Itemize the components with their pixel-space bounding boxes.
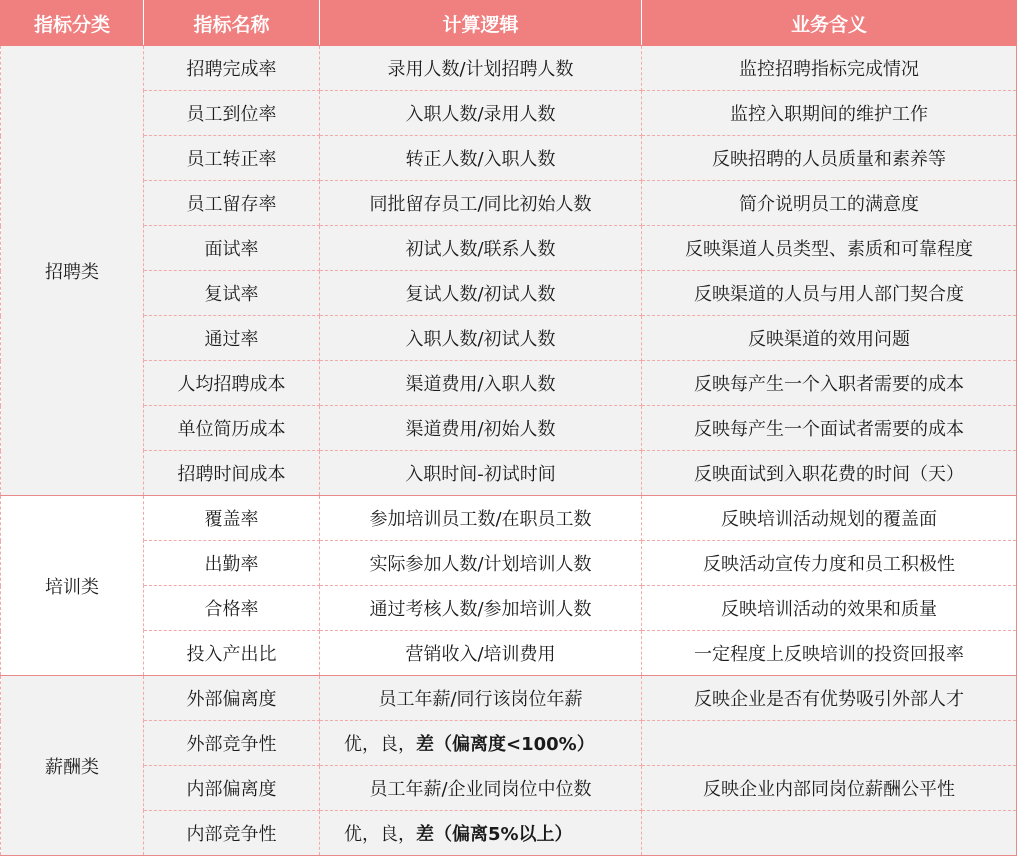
business-meaning: 反映渠道人员类型、素质和可靠程度	[642, 226, 1017, 271]
business-meaning: 一定程度上反映培训的投资回报率	[642, 631, 1017, 676]
metric-name: 复试率	[144, 271, 320, 316]
logic-plain-text: 优，良，	[344, 734, 416, 755]
calc-logic: 员工年薪/同行该岗位年薪	[320, 676, 642, 721]
header-business-meaning: 业务含义	[642, 1, 1017, 46]
table-row	[1, 496, 1017, 541]
metric-name: 合格率	[144, 586, 320, 631]
calc-logic: 员工年薪/企业同岗位中位数	[320, 766, 642, 811]
table-row	[1, 46, 1017, 91]
header-category: 指标分类	[1, 1, 144, 46]
metric-name: 内部偏离度	[144, 766, 320, 811]
header-calc-logic: 计算逻辑	[320, 1, 642, 46]
table-row	[1, 676, 1017, 721]
table-row	[1, 586, 1017, 631]
table-row	[1, 766, 1017, 811]
calc-logic: 渠道费用/初始人数	[320, 406, 642, 451]
business-meaning: 反映每产生一个入职者需要的成本	[642, 361, 1017, 406]
metric-name: 员工留存率	[144, 181, 320, 226]
business-meaning: 反映每产生一个面试者需要的成本	[642, 406, 1017, 451]
category-cell-training: 培训类	[1, 496, 144, 676]
metric-name: 员工到位率	[144, 91, 320, 136]
metric-name: 人均招聘成本	[144, 361, 320, 406]
logic-bold-text: 差（偏离5%以上）	[416, 824, 573, 845]
category-cell-recruitment: 招聘类	[1, 46, 144, 496]
metric-name: 覆盖率	[144, 496, 320, 541]
metric-name: 招聘时间成本	[144, 451, 320, 496]
business-meaning: 反映渠道的效用问题	[642, 316, 1017, 361]
business-meaning: 反映招聘的人员质量和素养等	[642, 136, 1017, 181]
calc-logic: 渠道费用/入职人数	[320, 361, 642, 406]
table-row	[1, 271, 1017, 316]
metric-name: 外部偏离度	[144, 676, 320, 721]
table-row	[1, 541, 1017, 586]
calc-logic: 营销收入/培训费用	[320, 631, 642, 676]
business-meaning: 反映企业内部同岗位薪酬公平性	[642, 766, 1017, 811]
calc-logic: 录用人数/计划招聘人数	[320, 46, 642, 91]
calc-logic	[320, 811, 642, 856]
calc-logic: 同批留存员工/同比初始人数	[320, 181, 642, 226]
header-metric-name: 指标名称	[144, 1, 320, 46]
metric-name: 招聘完成率	[144, 46, 320, 91]
table-row	[1, 721, 1017, 766]
calc-logic: 实际参加人数/计划培训人数	[320, 541, 642, 586]
metric-name: 员工转正率	[144, 136, 320, 181]
table-row	[1, 181, 1017, 226]
table-row	[1, 316, 1017, 361]
calc-logic: 入职人数/录用人数	[320, 91, 642, 136]
metric-name: 出勤率	[144, 541, 320, 586]
logic-bold-text: 差（偏离度<100%）	[416, 734, 595, 755]
metric-name: 面试率	[144, 226, 320, 271]
business-meaning	[642, 721, 1017, 766]
business-meaning: 反映活动宣传力度和员工积极性	[642, 541, 1017, 586]
table-row	[1, 451, 1017, 496]
metric-name: 外部竞争性	[144, 721, 320, 766]
calc-logic: 通过考核人数/参加培训人数	[320, 586, 642, 631]
calc-logic: 入职人数/初试人数	[320, 316, 642, 361]
table-row	[1, 136, 1017, 181]
business-meaning: 监控入职期间的维护工作	[642, 91, 1017, 136]
category-cell-compensation: 薪酬类	[1, 676, 144, 856]
metric-name: 内部竞争性	[144, 811, 320, 856]
metric-name: 单位简历成本	[144, 406, 320, 451]
calc-logic: 复试人数/初试人数	[320, 271, 642, 316]
logic-plain-text: 优，良，	[344, 824, 416, 845]
metric-name: 投入产出比	[144, 631, 320, 676]
business-meaning: 反映企业是否有优势吸引外部人才	[642, 676, 1017, 721]
calc-logic: 初试人数/联系人数	[320, 226, 642, 271]
table-row	[1, 406, 1017, 451]
table-row	[1, 811, 1017, 856]
table-row	[1, 226, 1017, 271]
business-meaning: 监控招聘指标完成情况	[642, 46, 1017, 91]
calc-logic: 参加培训员工数/在职员工数	[320, 496, 642, 541]
metric-name: 通过率	[144, 316, 320, 361]
table-row	[1, 361, 1017, 406]
table-row	[1, 631, 1017, 676]
business-meaning: 反映渠道的人员与用人部门契合度	[642, 271, 1017, 316]
calc-logic: 入职时间-初试时间	[320, 451, 642, 496]
calc-logic: 转正人数/入职人数	[320, 136, 642, 181]
business-meaning: 反映面试到入职花费的时间（天）	[642, 451, 1017, 496]
calc-logic	[320, 721, 642, 766]
business-meaning: 反映培训活动规划的覆盖面	[642, 496, 1017, 541]
business-meaning: 简介说明员工的满意度	[642, 181, 1017, 226]
header-row	[1, 1, 1017, 46]
business-meaning: 反映培训活动的效果和质量	[642, 586, 1017, 631]
table-row	[1, 91, 1017, 136]
business-meaning	[642, 811, 1017, 856]
